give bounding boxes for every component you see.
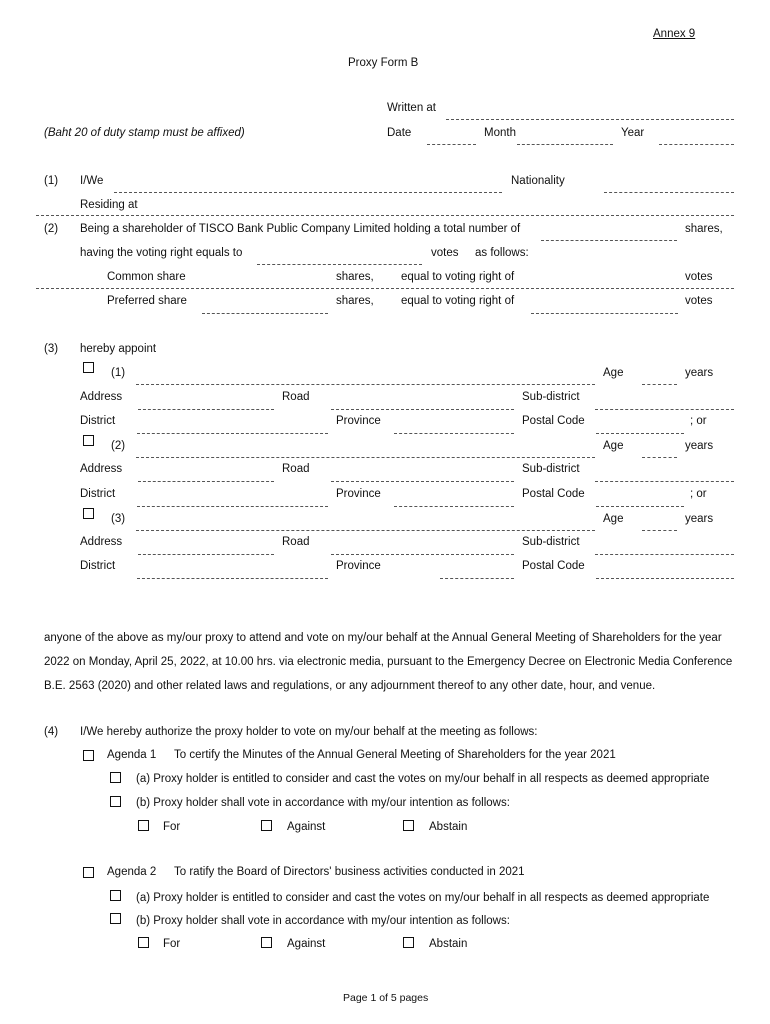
page-number: Page 1 of 5 pages (343, 992, 429, 1004)
residing-label: Residing at (80, 199, 138, 211)
common-equal-text: equal to voting right of (401, 271, 515, 283)
proxy-1-name-field[interactable] (136, 384, 595, 385)
authorize-text: I/We hereby authorize the proxy holder to vote on my/our behalf at the meeting as follows: (80, 726, 538, 738)
proxy-2-district-field[interactable] (137, 506, 328, 507)
proxy-3-name-field[interactable] (136, 530, 595, 531)
proxy-3-province-label: Province (336, 560, 381, 572)
proxy-1-province-label: Province (336, 415, 381, 427)
common-shares-unit: shares, (336, 271, 374, 283)
agenda-1-text: To certify the Minutes of the Annual General Meeting of Shareholders for the year 2021 (174, 749, 616, 761)
preferred-shares-field[interactable] (202, 313, 328, 314)
written-at-label: Written at (387, 102, 436, 114)
annex-label: Annex 9 (653, 28, 696, 40)
preferred-share-label: Preferred share (107, 295, 187, 307)
agenda-1-option-a-checkbox[interactable] (110, 772, 121, 783)
proxy-1-age-label: Age (603, 367, 624, 379)
preferred-shares-unit: shares, (336, 295, 374, 307)
proxy-3-address-field[interactable] (138, 554, 274, 555)
proxy-3-province-field[interactable] (440, 578, 514, 579)
proxy-3-postal-field[interactable] (596, 578, 734, 579)
agenda-2-for-checkbox[interactable] (138, 937, 149, 948)
proxy-1-checkbox[interactable] (83, 362, 94, 373)
agenda-2-option-b-text: (b) Proxy holder shall vote in accordance with my/our intention as follows: (136, 915, 510, 927)
agenda-2-label: Agenda 2 (107, 866, 157, 878)
preferred-votes-unit: votes (685, 295, 713, 307)
agenda-1-for-label: For (163, 821, 181, 833)
proxy-2-checkbox[interactable] (83, 435, 94, 446)
shareholder-text: Being a shareholder of TISCO Bank Public Company Limited holding a total number of (80, 223, 521, 235)
proxy-2-road-label: Road (282, 463, 310, 475)
proxy-2-province-field[interactable] (394, 506, 514, 507)
appoint-label: hereby appoint (80, 343, 157, 355)
agenda-2-against-checkbox[interactable] (261, 937, 272, 948)
proxy-2-address-label: Address (80, 463, 123, 475)
proxy-3-postal-label: Postal Code (522, 560, 585, 572)
proxy-2-province-label: Province (336, 488, 381, 500)
proxy-2-postal-field[interactable] (596, 506, 684, 507)
date-field[interactable] (427, 144, 476, 145)
agenda-1-label: Agenda 1 (107, 749, 157, 761)
proxy-3-road-label: Road (282, 536, 310, 548)
written-at-field[interactable] (446, 119, 734, 120)
votes-label: votes (431, 247, 459, 259)
form-title: Proxy Form B (348, 57, 419, 69)
month-field[interactable] (517, 144, 613, 145)
proxy-2-age-field[interactable] (642, 457, 677, 458)
nationality-label: Nationality (511, 175, 565, 187)
common-share-line[interactable] (36, 288, 734, 289)
proxy-2-name-field[interactable] (136, 457, 595, 458)
proxy-1-road-label: Road (282, 391, 310, 403)
proxy-3-district-field[interactable] (137, 578, 328, 579)
agenda-1-checkbox[interactable] (83, 750, 94, 761)
agenda-2-against-label: Against (287, 938, 326, 950)
section-2-number: (2) (44, 223, 59, 235)
agenda-1-against-checkbox[interactable] (261, 820, 272, 831)
preferred-equal-text: equal to voting right of (401, 295, 515, 307)
proxy-2-number: (2) (111, 440, 126, 452)
agenda-2-text: To ratify the Board of Directors' business activities conducted in 2021 (174, 866, 525, 878)
proxy-2-address-field[interactable] (138, 481, 274, 482)
shares-label: shares, (685, 223, 723, 235)
agenda-2-checkbox[interactable] (83, 867, 94, 878)
voting-right-field[interactable] (257, 264, 422, 265)
proxy-1-number: (1) (111, 367, 126, 379)
proxy-purpose-line-3: B.E. 2563 (2020) and other related laws and regulations, or any adjournment thereof to any other date, hour, and venue. (44, 680, 656, 692)
section-4-number: (4) (44, 726, 59, 738)
agenda-1-abstain-checkbox[interactable] (403, 820, 414, 831)
agenda-2-option-a-text: (a) Proxy holder is entitled to consider and cast the votes on my/our behalf in all respects as deemed appropriate (136, 892, 710, 904)
proxy-2-subdistrict-field[interactable] (595, 481, 734, 482)
year-field[interactable] (659, 144, 734, 145)
common-share-label: Common share (107, 271, 186, 283)
section-3-number: (3) (44, 343, 59, 355)
proxy-1-postal-label: Postal Code (522, 415, 585, 427)
stamp-note: (Baht 20 of duty stamp must be affixed) (44, 127, 245, 139)
agenda-1-abstain-label: Abstain (429, 821, 468, 833)
proxy-1-subdistrict-field[interactable] (595, 409, 734, 410)
as-follows-label: as follows: (475, 247, 529, 259)
total-shares-field[interactable] (541, 240, 677, 241)
proxy-2-road-field[interactable] (331, 481, 514, 482)
proxy-purpose-line-1: anyone of the above as my/our proxy to attend and vote on my/our behalf at the Annual General Meeting of Shareholders for the year (44, 632, 722, 644)
proxy-1-years-label: years (685, 367, 714, 379)
agenda-2-abstain-checkbox[interactable] (403, 937, 414, 948)
proxy-1-province-field[interactable] (394, 433, 514, 434)
proxy-3-number: (3) (111, 513, 126, 525)
proxy-1-address-field[interactable] (138, 409, 274, 410)
proxy-1-age-field[interactable] (642, 384, 677, 385)
agenda-1-option-b-checkbox[interactable] (110, 796, 121, 807)
name-field[interactable] (114, 192, 502, 193)
proxy-1-road-field[interactable] (331, 409, 514, 410)
month-label: Month (484, 127, 516, 139)
proxy-3-age-field[interactable] (642, 530, 677, 531)
proxy-2-or-label: ; or (690, 488, 707, 500)
agenda-2-for-label: For (163, 938, 181, 950)
year-label: Year (621, 127, 645, 139)
nationality-field[interactable] (604, 192, 734, 193)
proxy-2-age-label: Age (603, 440, 624, 452)
voting-right-text: having the voting right equals to (80, 247, 243, 259)
proxy-3-road-field[interactable] (331, 554, 514, 555)
proxy-1-postal-field[interactable] (596, 433, 684, 434)
proxy-3-age-label: Age (603, 513, 624, 525)
agenda-2-option-a-checkbox[interactable] (110, 890, 121, 901)
section-1-number: (1) (44, 175, 59, 187)
proxy-1-district-field[interactable] (137, 433, 328, 434)
proxy-1-or-label: ; or (690, 415, 707, 427)
agenda-2-option-b-checkbox[interactable] (110, 913, 121, 924)
proxy-2-years-label: years (685, 440, 714, 452)
proxy-3-subdistrict-label: Sub-district (522, 536, 580, 548)
proxy-purpose-line-2: 2022 on Monday, April 25, 2022, at 10.00 hrs. via electronic media, pursuant to the Emergency Decree on Electronic Media Conference (44, 656, 733, 668)
proxy-2-subdistrict-label: Sub-district (522, 463, 580, 475)
proxy-2-district-label: District (80, 488, 116, 500)
agenda-1-option-a-text: (a) Proxy holder is entitled to consider and cast the votes on my/our behalf in all respects as deemed appropriate (136, 773, 710, 785)
agenda-1-for-checkbox[interactable] (138, 820, 149, 831)
proxy-1-district-label: District (80, 415, 116, 427)
proxy-3-checkbox[interactable] (83, 508, 94, 519)
preferred-votes-field[interactable] (531, 313, 678, 314)
agenda-1-against-label: Against (287, 821, 326, 833)
iwe-label: I/We (80, 175, 104, 187)
proxy-3-address-label: Address (80, 536, 123, 548)
agenda-2-abstain-label: Abstain (429, 938, 468, 950)
proxy-1-address-label: Address (80, 391, 123, 403)
proxy-3-district-label: District (80, 560, 116, 572)
agenda-1-option-b-text: (b) Proxy holder shall vote in accordance with my/our intention as follows: (136, 797, 510, 809)
proxy-3-subdistrict-field[interactable] (595, 554, 734, 555)
proxy-1-subdistrict-label: Sub-district (522, 391, 580, 403)
date-label: Date (387, 127, 412, 139)
proxy-3-years-label: years (685, 513, 714, 525)
proxy-2-postal-label: Postal Code (522, 488, 585, 500)
common-votes-unit: votes (685, 271, 713, 283)
residing-field[interactable] (36, 215, 734, 216)
